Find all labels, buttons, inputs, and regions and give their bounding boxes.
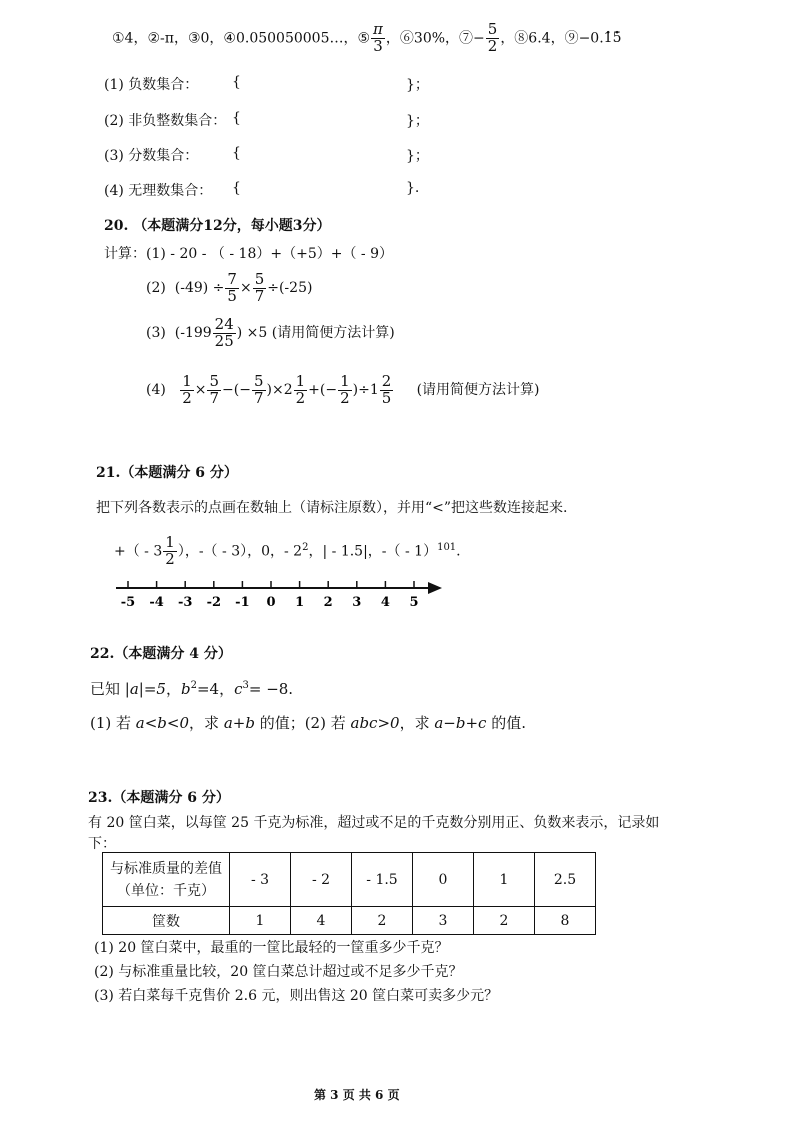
cabbage-weight-table [102,852,596,935]
q20-intro: 计算： [104,246,146,262]
q19-part4: ，⑧6.4，⑨ [500,30,579,47]
q21-instruction: 把下列各数表示的点画在数轴上（请标注原数），并用“<”把这些数连接起来. [96,500,568,516]
set-row-nonneg-integer: (2) 非负整数集合： [104,113,227,129]
table-header-cell: 与标准质量的差值 （单位：千克） [103,853,230,907]
q19-neg-pi: -π [160,30,174,47]
number-line-label: 1 [295,595,305,610]
table-cell: 0 [413,853,474,907]
table-cell: - 1.5 [352,853,413,907]
half-fraction: $\frac{1}{2}$ [165,533,175,569]
table-cell: 1 [230,907,291,935]
set-row-fraction: (3) 分数集合： [104,148,199,164]
table-cell: - 3 [230,853,291,907]
number-line-label: 4 [380,595,390,610]
twentyfour-twentyfifths-fraction: $\frac{24}{25}$ [214,314,234,350]
set-open-brace: { [232,145,241,161]
q19-numbers-line [112,22,622,55]
q23-question-2: (2) 与标准重量比较，20 筐白菜总计超过或不足多少千克？ [94,964,463,980]
q20-part3: (3) (-199 $\frac{24}{25}$ ) ×5 (请用简便方法计算) [146,314,395,350]
q22-header: 22.（本题满分 4 分） [90,646,232,662]
q19-n9-prefix: −0. [578,30,604,47]
number-line-label: 0 [266,595,276,610]
q20-part4-note: (请用简便方法计算) [416,382,540,398]
table-row [103,853,596,907]
q23-intro-line2: 下： [88,836,116,852]
q20-header: 20. （本题满分12分，每小题3分） [104,218,331,234]
set-close-brace: }； [406,113,429,129]
number-line-ticks [121,581,419,610]
set-close-brace: }； [406,77,429,93]
q21-numbers: +（ - 3 $\frac{1}{2}$ ），-（ - 3），0，- $2^2$，| - 1.5|，-（ - 1）$^{101}$. [114,533,461,569]
repeating-digit-5: 5 · [613,30,622,46]
number-line[interactable] [110,572,450,620]
q23-question-1: (1) 20 筐白菜中，最重的一筐比最轻的一筐重多少千克？ [94,940,449,956]
number-line-label: -3 [177,595,193,610]
q23-header: 23.（本题满分 6 分） [88,790,230,806]
q21-header: 21.（本题满分 6 分） [96,465,238,481]
number-line-label: 2 [323,595,333,610]
repeating-digit-1: 1 · [604,30,613,46]
five-halves-fraction: $\frac{5}{2}$ [487,20,498,55]
q23-question-3: (3) 若白菜每千克售价 2.6 元，则出售这 20 筐白菜可卖多少元？ [94,988,499,1004]
number-line-label: -4 [149,595,164,610]
q20-part4: (4) $\frac{1}{2}$ × $\frac{5}{7}$ −(− $\frac{5}{7}$ )×2 $\frac{1}{2}$ +(− $\frac{1}{2}$ )÷1 $\frac{2}{5}$ (请用简便方法计算) [146,371,540,407]
set-open-brace: { [232,74,241,90]
q19-part1: ①4，② [112,30,161,47]
set-close-brace: }； [406,148,429,164]
table-header-cell: 筐数 [103,907,230,935]
set-open-brace: { [232,180,241,196]
set-row-irrational: (4) 无理数集合： [104,183,213,199]
table-cell: 3 [413,907,474,935]
table-cell: 8 [535,907,596,935]
number-line-label: 5 [409,595,419,610]
q19-neg: − [473,30,485,47]
q20-part1: (1) - 20 - （ - 18）+（+5）+（ - 9） [146,246,393,262]
q19-part2: ，③0，④0.050050005…，⑤ [173,30,371,47]
table-cell: 2.5 [535,853,596,907]
table-cell: - 2 [291,853,352,907]
table-row [103,907,596,935]
five-sevenths-fraction: $\frac{5}{7}$ [254,269,265,305]
number-line-label: 3 [352,595,362,610]
pi-over-3-fraction: $\frac{\pi}{3}$ [373,20,383,55]
number-line-arrow [428,582,442,594]
q22-question: (1) 若 a<b<0，求 a+b 的值；(2) 若 abc>0，求 a−b+c 的值. [90,714,526,732]
number-line-label: -1 [235,595,250,610]
seven-fifths-fraction: $\frac{7}{5}$ [227,269,237,305]
set-close-brace: }. [406,180,420,196]
page-footer: 第 3 页 共 6 页 [314,1088,400,1102]
table-cell: 2 [474,907,535,935]
set-open-brace: { [232,110,241,126]
table-cell: 1 [474,853,535,907]
q20-part2: (2) (-49) ÷ $\frac{7}{5}$ × $\frac{5}{7}$ ÷(-25) [146,269,313,305]
number-line-label: -5 [120,595,136,610]
q22-given: 已知 |a|=5，$b^2=4$，$c^3= -8$. [90,680,294,698]
number-line-label: -2 [206,595,222,610]
table-cell: 2 [352,907,413,935]
q19-part3: ，⑥30%，⑦ [385,30,474,47]
set-row-negative: (1) 负数集合： [104,77,199,93]
q23-intro-line1: 有 20 筐白菜，以每筐 25 千克为标准，超过或不足的千克数分别用正、负数来表示，记录如 [88,815,660,831]
table-cell: 4 [291,907,352,935]
